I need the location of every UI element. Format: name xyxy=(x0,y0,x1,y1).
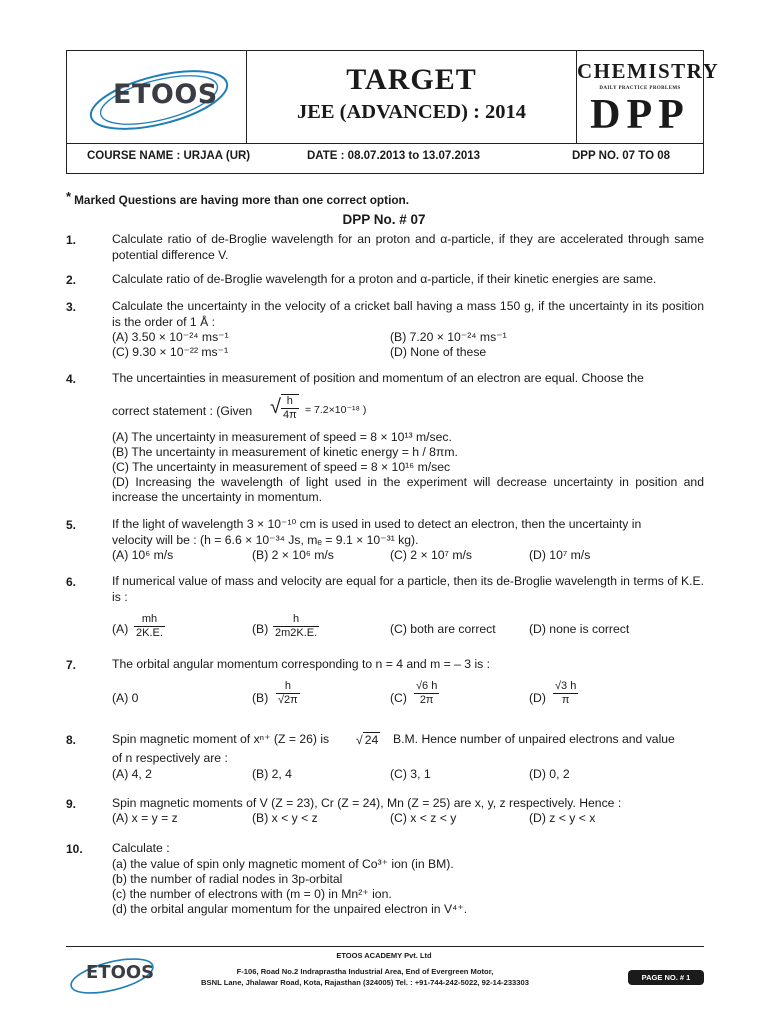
dpp-title: DPP xyxy=(590,92,690,138)
question-number: 10. xyxy=(66,842,83,856)
option: (B) The uncertainty in measurement of kinetic energy = h / 8πm. xyxy=(112,445,458,459)
target-title: TARGET xyxy=(346,63,477,96)
option-label: (C) xyxy=(390,691,407,705)
course-name: COURSE NAME : URJAA (UR) xyxy=(87,150,251,162)
star-marker: * xyxy=(66,189,72,204)
option: (B) 7.20 × 10⁻²⁴ ms⁻¹ xyxy=(390,330,507,344)
given-fraction: $\frac{h}{4\pi}$ xyxy=(283,395,297,421)
option-fraction: $\frac{√3 h}{\pi}$ xyxy=(555,680,577,706)
option: (D) 0, 2 xyxy=(529,767,570,781)
option: (C) both are correct xyxy=(390,622,496,636)
question-number: 7. xyxy=(66,658,77,672)
option: (A) The uncertainty in measurement of speed = 8 × 10¹³ m/sec. xyxy=(112,430,452,444)
dpp-range: DPP NO. 07 TO 08 xyxy=(572,150,671,162)
header-box xyxy=(66,50,720,174)
question-number: 9. xyxy=(66,797,77,811)
date-range: DATE : 08.07.2013 to 13.07.2013 xyxy=(307,150,481,162)
logo-text: ETOOS xyxy=(113,79,218,110)
question-number: 1. xyxy=(66,233,77,247)
option: (C) 2 × 10⁷ m/s xyxy=(390,548,472,562)
question-number: 3. xyxy=(66,300,77,314)
option: (C) 9.30 × 10⁻²² ms⁻¹ xyxy=(112,345,229,359)
option: (A) x = y = z xyxy=(112,811,178,825)
footer-address: F-106, Road No.2 Indraprastha Industrial Area, End of Evergreen Motor, BSNL Lane, Jhalawar Road, Kota, Rajasthan (324005) Tel. : +91-744-242-5022, 92-14-233303 xyxy=(201,967,529,987)
question-text: Spin magnetic moment of xⁿ⁺ (Z = 26) is xyxy=(112,732,330,746)
given-prefix: correct statement : (Given xyxy=(112,404,253,418)
option: (D) Increasing the wavelength of light used in the experiment will decrease uncertainty in position and increase the uncertainty in momentum. xyxy=(112,475,704,504)
question-text: The uncertainties in measurement of position and momentum of an electron are equal. Choose the xyxy=(112,371,644,385)
option: (D) 10⁷ m/s xyxy=(529,548,591,562)
footer-logo-text: ETOOS xyxy=(86,962,155,983)
jee-title: JEE (ADVANCED) : 2014 xyxy=(296,101,527,123)
sub-question: (d) the orbital angular momentum for the unpaired electron in V⁴⁺. xyxy=(112,902,468,916)
option-label: (B) xyxy=(252,622,269,636)
question-number: 8. xyxy=(66,733,77,747)
question-text: Spin magnetic moments of V (Z = 23), Cr (Z = 24), Mn (Z = 25) are x, y, z respectively. Hence : xyxy=(112,796,622,810)
question-text: B.M. Hence number of unpaired electrons and value xyxy=(393,732,675,746)
option-label: (D) xyxy=(529,691,546,705)
sqrt-icon: √ xyxy=(270,396,281,418)
subject-cell xyxy=(577,51,720,143)
option-fraction: $\frac{√6 h}{2\pi}$ xyxy=(416,680,438,706)
question-text: Calculate ratio of de-Broglie wavelength for a proton and α-particle, if their kinetic energies are same. xyxy=(112,272,657,286)
dpp-subtitle: DAILY PRACTICE PROBLEMS xyxy=(599,86,681,91)
footer-company: ETOOS ACADEMY Pvt. Ltd xyxy=(336,951,432,960)
question-number: 5. xyxy=(66,518,77,532)
question-number: 6. xyxy=(66,575,77,589)
option: (D) None of these xyxy=(390,345,487,359)
option: (B) 2 × 10⁶ m/s xyxy=(252,548,334,562)
header-divider xyxy=(67,143,703,144)
question-text: velocity will be : (h = 6.6 × 10⁻³⁴ Js, mₑ = 9.1 × 10⁻³¹ kg). xyxy=(112,533,419,547)
option-fraction: $\frac{mh}{2K.E.}$ xyxy=(136,613,163,639)
question-text: If numerical value of mass and velocity are equal for a particle, then its de-Broglie wavelength in terms of K.E. is : xyxy=(112,574,704,604)
header-info-row xyxy=(67,147,703,171)
question-text: Calculate : xyxy=(112,841,170,855)
option: (C) 3, 1 xyxy=(390,767,431,781)
option: (D) none is correct xyxy=(529,622,630,636)
given-value: = 7.2×10⁻¹⁸ ) xyxy=(305,404,367,416)
sqrt-value: √ 24 xyxy=(356,733,379,747)
option: (B) 2, 4 xyxy=(252,767,292,781)
option: (B) x < y < z xyxy=(252,811,318,825)
question-text: The orbital angular momentum corresponding to n = 4 and m = – 3 is : xyxy=(112,657,491,671)
marked-note: * Marked Questions are having more than one correct option. xyxy=(66,189,410,207)
option: (D) z < y < x xyxy=(529,811,596,825)
question-number: 2. xyxy=(66,273,77,287)
option: (A) 3.50 × 10⁻²⁴ ms⁻¹ xyxy=(112,330,229,344)
option-label: (A) xyxy=(112,622,129,636)
question-text: Calculate ratio of de-Broglie wavelength for an proton and α-particle, if they are accelerated through same potential difference V. xyxy=(112,232,704,262)
footer-divider xyxy=(66,946,704,947)
option: (A) 4, 2 xyxy=(112,767,152,781)
option: (A) 10⁶ m/s xyxy=(112,548,174,562)
logo-cell xyxy=(67,51,247,143)
sub-question: (b) the number of radial nodes in 3p-orbital xyxy=(112,872,343,886)
section-title: DPP No. # 07 xyxy=(342,212,426,227)
option: (A) 0 xyxy=(112,691,139,705)
question-text: Calculate the uncertainty in the velocity of a cricket ball having a mass 150 g, if the uncertainty in its position is the order of 1 Å : xyxy=(112,299,704,329)
sub-question: (a) the value of spin only magnetic moment of Co³⁺ ion (in BM). xyxy=(112,857,454,871)
option: (C) x < z < y xyxy=(390,811,457,825)
question-text: of n respectively are : xyxy=(112,751,228,765)
question-text: If the light of wavelength 3 × 10⁻¹⁰ cm is used in used to detect an electron, then the uncertainty in xyxy=(112,517,642,531)
option: (C) The uncertainty in measurement of speed = 8 × 10¹⁶ m/sec xyxy=(112,460,451,474)
question-number: 4. xyxy=(66,372,77,386)
page-number-badge: PAGE NO. # 1 xyxy=(628,970,704,985)
option-label: (B) xyxy=(252,691,269,705)
option-fraction: $\frac{h}{√2\pi}$ xyxy=(278,680,298,706)
target-cell xyxy=(247,51,577,143)
sub-question: (c) the number of electrons with (m = 0) in Mn²⁺ ion. xyxy=(112,887,392,901)
subject-title: CHEMISTRY xyxy=(577,59,720,83)
option-fraction: $\frac{h}{2m2K.E.}$ xyxy=(275,613,318,639)
